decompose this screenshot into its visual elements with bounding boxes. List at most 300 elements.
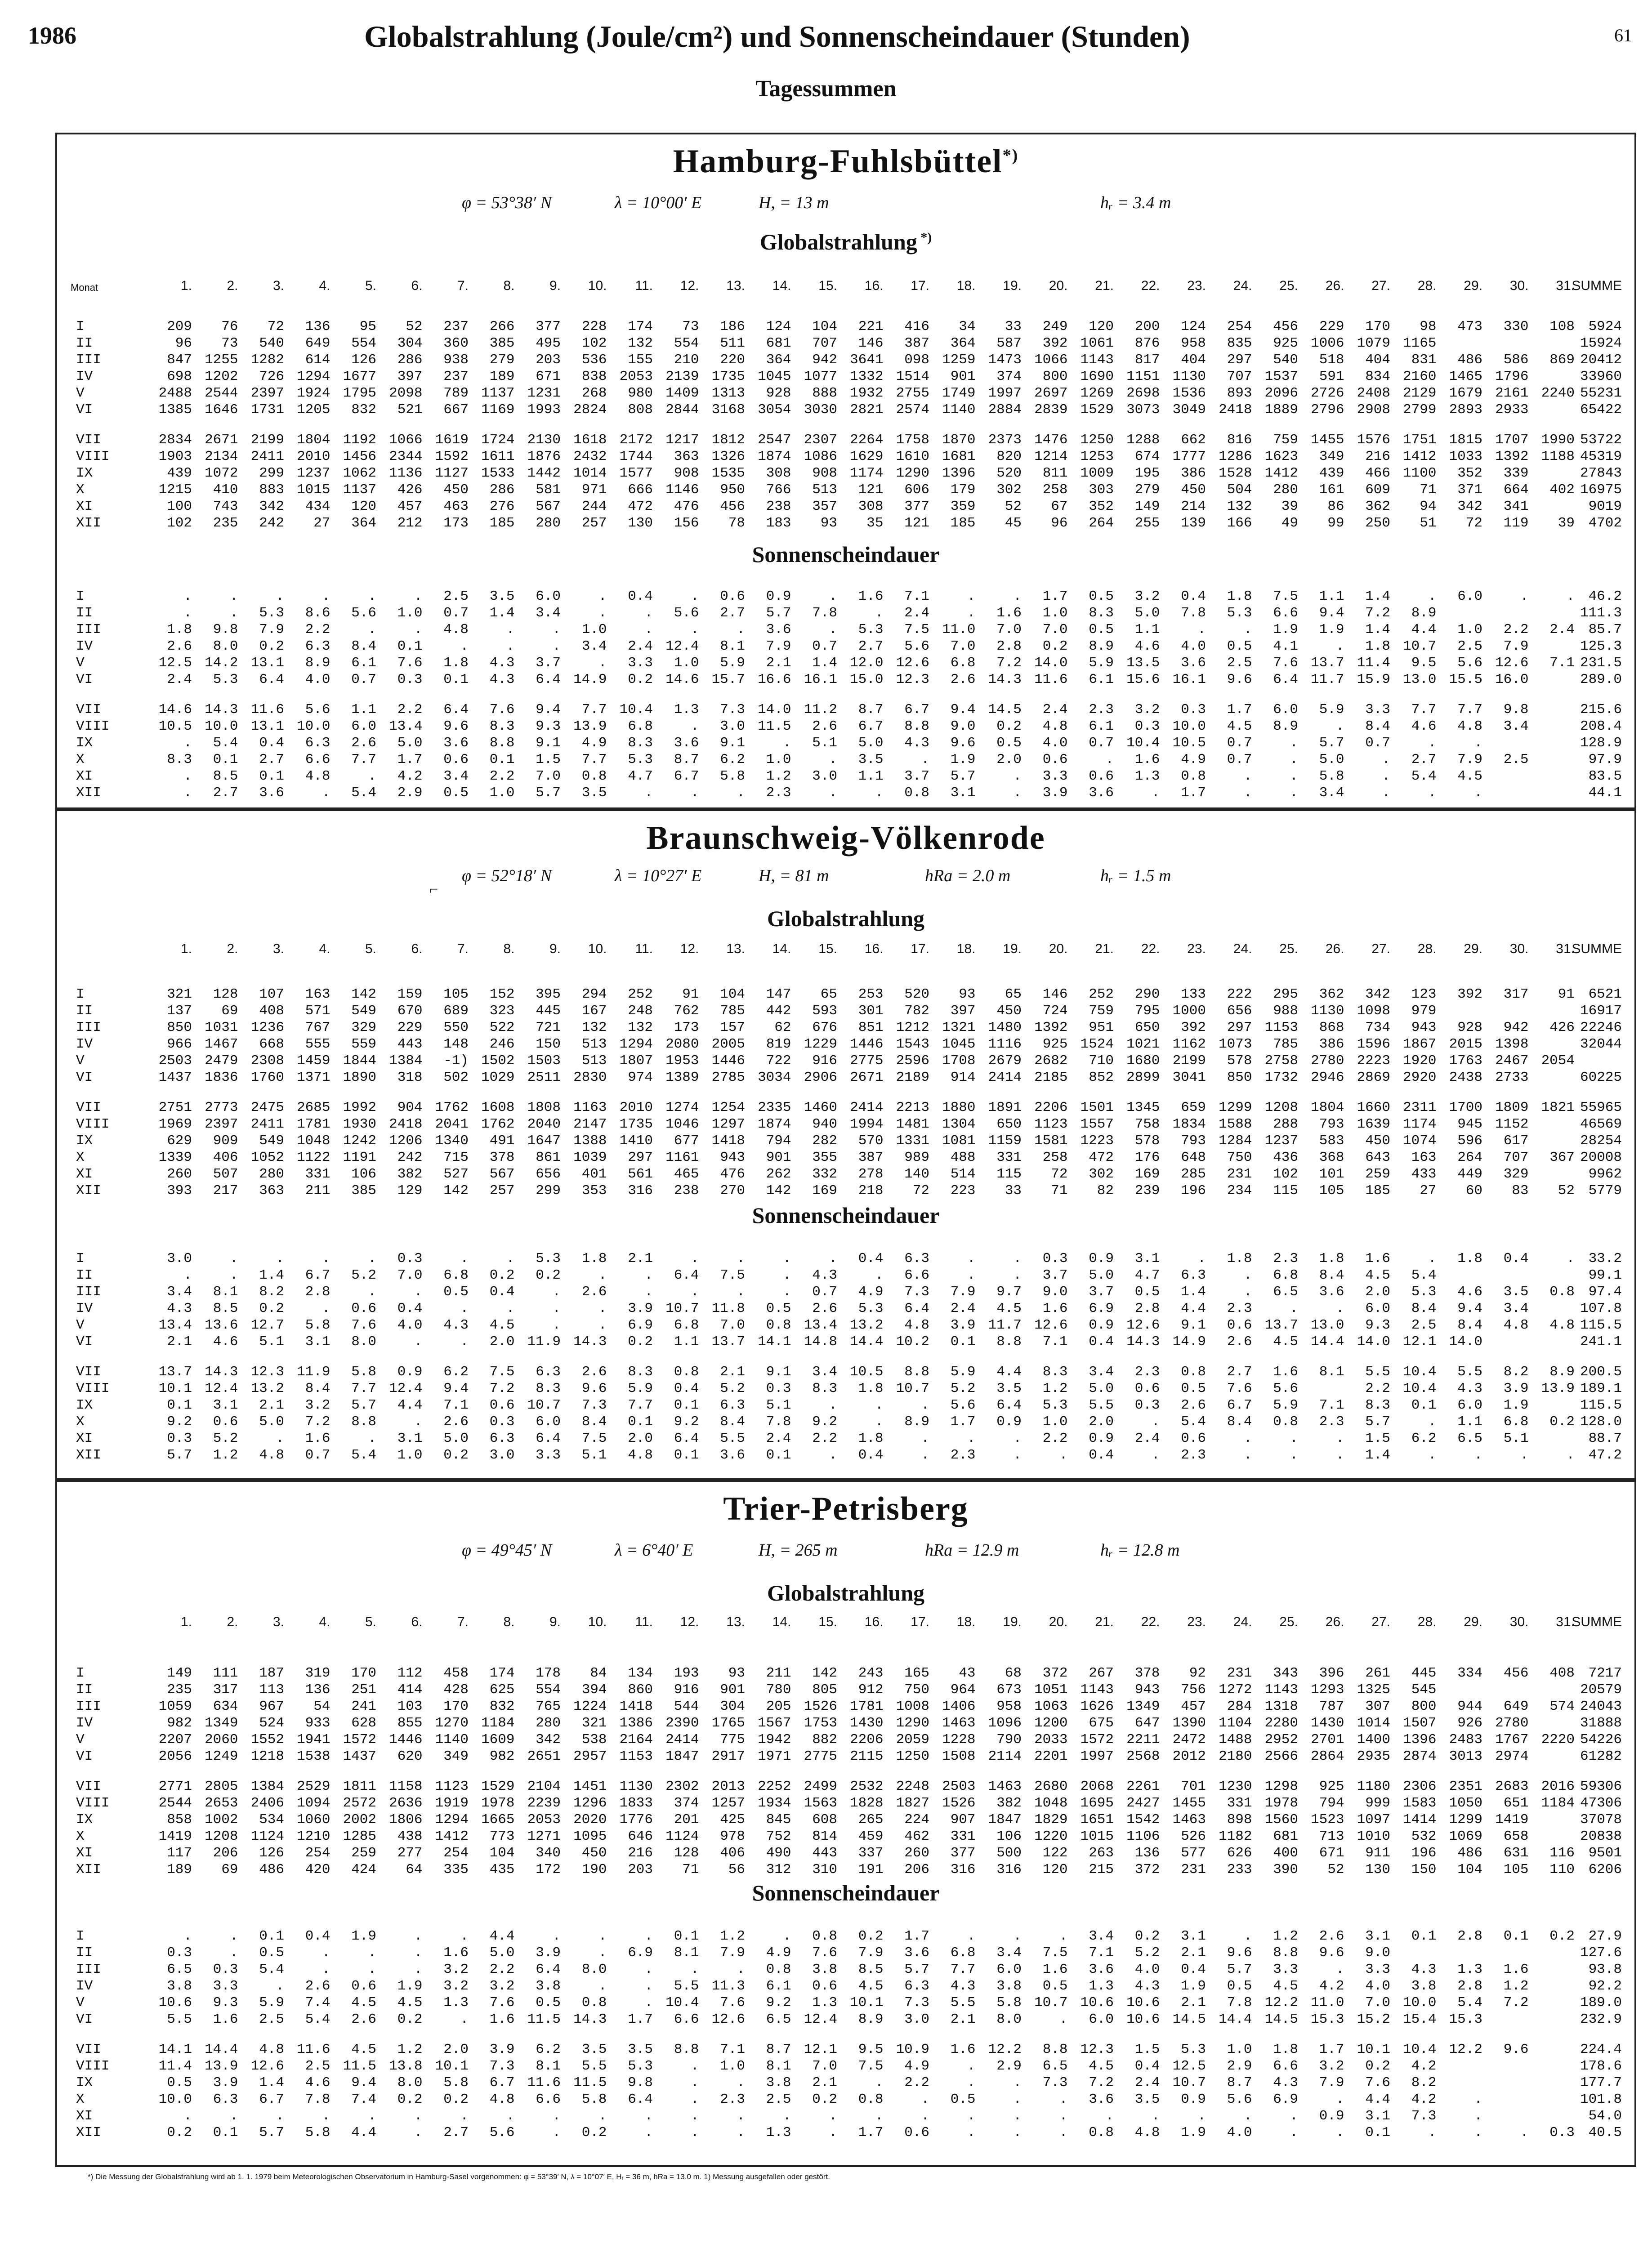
- sunshine-value: .: [875, 1397, 884, 1413]
- sunshine-value: 2.7: [1227, 1364, 1252, 1380]
- sunshine-value: 5.9: [1273, 1397, 1298, 1413]
- sunshine-value: .: [183, 1928, 192, 1944]
- global-radiation-value: 1060: [297, 1812, 330, 1828]
- sunshine-value: 5.6: [1227, 2092, 1252, 2107]
- month-label: I: [76, 1928, 85, 1944]
- global-radiation-value: 277: [397, 1845, 423, 1861]
- global-radiation-value: 402: [1549, 482, 1575, 498]
- global-radiation-value: 257: [581, 515, 607, 531]
- sunshine-value: 2.6: [1227, 1334, 1252, 1350]
- global-radiation-value: 1804: [297, 432, 330, 448]
- sunshine-row: [57, 672, 1634, 688]
- global-radiation-value: 2199: [250, 432, 284, 448]
- global-radiation-value: 2206: [850, 1732, 884, 1748]
- global-radiation-value: 1437: [158, 1070, 192, 1085]
- global-radiation-value: 1162: [1172, 1036, 1206, 1052]
- sunshine-value: 13.4: [389, 718, 423, 734]
- global-radiation-value: 1236: [250, 1020, 284, 1035]
- global-radiation-value: 1282: [250, 352, 284, 368]
- global-radiation-value: 851: [858, 1020, 884, 1035]
- global-radiation-value: 1079: [1357, 335, 1390, 351]
- sunshine-value: 6.4: [443, 702, 469, 718]
- sunshine-value: 14.3: [205, 702, 238, 718]
- global-radiation-row: [57, 1812, 1634, 1828]
- global-radiation-value: 2280: [1264, 1715, 1298, 1731]
- sunshine-value: .: [1290, 752, 1298, 767]
- sunshine-value: 2.4: [628, 638, 653, 654]
- sunshine-value: 2.9: [996, 2058, 1022, 2074]
- sunshine-value: .: [967, 1928, 976, 1944]
- sunshine-value: 15.7: [711, 672, 745, 687]
- sunshine-value: 1.8: [443, 655, 469, 671]
- sunshine-value: 16.6: [758, 672, 791, 687]
- global-radiation-value: 214: [1181, 499, 1206, 514]
- sunshine-value: 0.7: [305, 1447, 330, 1463]
- global-radiation-value: 458: [443, 1665, 469, 1681]
- global-radiation-value: 106: [996, 1829, 1022, 1844]
- sunshine-value: 7.2: [1503, 1995, 1529, 2011]
- global-radiation-value: 352: [1457, 465, 1482, 481]
- sunshine-value: 3.0: [167, 1251, 192, 1267]
- sunshine-value: 3.4: [1319, 785, 1344, 801]
- sunshine-value: 2.3: [766, 785, 791, 801]
- global-radiation-value: 386: [1319, 1036, 1344, 1052]
- global-radiation-value: 1130: [1311, 1003, 1344, 1019]
- global-radiation-value: 1410: [619, 1133, 653, 1149]
- global-radiation-value: 513: [812, 482, 837, 498]
- sunshine-value: 3.2: [305, 1397, 330, 1413]
- global-radiation-value: 342: [1457, 499, 1482, 514]
- global-radiation-value: 1430: [1311, 1715, 1344, 1731]
- global-radiation-value: 647: [1134, 1715, 1160, 1731]
- global-radiation-value: 408: [1549, 1665, 1575, 1681]
- sunshine-value: 4.6: [1411, 718, 1437, 734]
- sunshine-value: 4.7: [1134, 1267, 1160, 1283]
- global-radiation-value: 120: [1089, 319, 1114, 335]
- global-radiation-value: 785: [1273, 1036, 1298, 1052]
- sunshine-value: .: [1290, 785, 1298, 801]
- global-radiation-value: 1296: [573, 1795, 607, 1811]
- global-radiation-value: 1048: [1034, 1795, 1068, 1811]
- sunshine-value: 6.8: [628, 718, 653, 734]
- sunshine-value: 10.7: [1403, 638, 1437, 654]
- global-radiation-value: 367: [1549, 1150, 1575, 1165]
- global-radiation-value: 819: [766, 1036, 791, 1052]
- sunshine-value: .: [1013, 1928, 1022, 1944]
- sunshine-value: 44.1: [1588, 785, 1622, 801]
- global-radiation-value: 1250: [896, 1748, 929, 1764]
- sunshine-value: 0.1: [167, 1397, 192, 1413]
- sunshine-value: 2.3: [950, 1447, 976, 1463]
- sunshine-value: 1.0: [1227, 2042, 1252, 2057]
- global-radiation-value: 1062: [343, 465, 376, 481]
- sunshine-value: 7.6: [812, 1945, 837, 1961]
- sunshine-value: 8.3: [167, 752, 192, 767]
- global-radiation-value: 1707: [1495, 432, 1529, 448]
- month-label: IX: [76, 735, 93, 751]
- global-radiation-value: 390: [1273, 1862, 1298, 1878]
- sunshine-value: 0.3: [766, 1381, 791, 1396]
- global-radiation-value: 39: [1558, 515, 1575, 531]
- sunshine-row: [57, 752, 1634, 768]
- global-radiation-value: 167: [581, 1003, 607, 1019]
- global-radiation-value: 1529: [481, 1779, 515, 1794]
- global-radiation-value: 1371: [297, 1070, 330, 1085]
- sunshine-value: 0.6: [351, 1978, 376, 1994]
- sunshine-value: 7.0: [397, 1267, 423, 1283]
- global-radiation-value: 5924: [1588, 319, 1622, 335]
- sunshine-value: 0.9: [1181, 2092, 1206, 2107]
- global-radiation-value: 363: [674, 449, 699, 464]
- global-radiation-value: 426: [397, 482, 423, 498]
- sunshine-value: 6.5: [1457, 1431, 1482, 1446]
- global-radiation-value: 766: [766, 482, 791, 498]
- global-radiation-value: 780: [766, 1682, 791, 1698]
- month-label: I: [76, 319, 85, 335]
- global-radiation-value: 1651: [1080, 1812, 1114, 1828]
- global-radiation-value: 940: [812, 1116, 837, 1132]
- sunshine-value: 1.7: [1227, 702, 1252, 718]
- global-radiation-value: 1459: [297, 1053, 330, 1069]
- global-radiation-value: 163: [305, 986, 330, 1002]
- sunshine-value: 2.2: [397, 702, 423, 718]
- sunshine-value: 9.2: [766, 1995, 791, 2011]
- global-radiation-value: 967: [259, 1699, 284, 1714]
- global-radiation-value: 1098: [1357, 1003, 1390, 1019]
- global-radiation-value: 1529: [1080, 402, 1114, 418]
- global-radiation-value: 943: [1134, 1682, 1160, 1698]
- sunshine-value: 12.3: [1080, 2042, 1114, 2057]
- global-radiation-value: 242: [259, 515, 284, 531]
- sunshine-value: 8.0: [397, 2075, 423, 2091]
- month-label: II: [76, 1682, 93, 1698]
- global-radiation-value: 1563: [804, 1795, 837, 1811]
- global-radiation-value: 393: [167, 1183, 192, 1199]
- global-radiation-value: 78: [728, 515, 745, 531]
- global-radiation-value: 2185: [1034, 1070, 1068, 1085]
- global-radiation-row: [57, 515, 1634, 531]
- global-radiation-value: 235: [213, 515, 238, 531]
- day-header-cell: 27.: [1371, 941, 1390, 956]
- global-radiation-value: 2751: [158, 1100, 192, 1115]
- sunshine-value: .: [1013, 1267, 1022, 1283]
- global-radiation-value: 270: [720, 1183, 745, 1199]
- sunshine-value: .: [598, 1945, 607, 1961]
- global-radiation-value: 439: [1319, 465, 1344, 481]
- global-radiation-value: 410: [213, 482, 238, 498]
- day-header-cell: SUMME: [1572, 278, 1622, 293]
- sunshine-row: [57, 2058, 1634, 2074]
- global-radiation-value: 767: [305, 1020, 330, 1035]
- day-header-cell: 4.: [319, 278, 330, 293]
- sunshine-value: 4.8: [489, 2092, 515, 2107]
- global-radiation-value: 1626: [1080, 1699, 1114, 1714]
- sunshine-value: 1.6: [1365, 1251, 1390, 1267]
- global-radiation-value: 2010: [297, 449, 330, 464]
- global-radiation-value: 1828: [850, 1795, 884, 1811]
- global-radiation-value: 1758: [896, 432, 929, 448]
- sunshine-value: 12.6: [896, 655, 929, 671]
- sunshine-value: 13.6: [205, 1317, 238, 1333]
- sunshine-value: 11.7: [1311, 672, 1344, 687]
- sunshine-value: .: [1243, 1928, 1252, 1944]
- sunshine-value: 9.3: [536, 718, 561, 734]
- sunshine-value: .: [875, 785, 884, 801]
- sunshine-value: 0.2: [397, 2092, 423, 2107]
- sunshine-value: .: [1428, 589, 1437, 604]
- sunshine-value: 7.9: [720, 1945, 745, 1961]
- sunshine-value: 1.0: [1457, 622, 1482, 638]
- sunshine-value: 0.1: [766, 1447, 791, 1463]
- global-radiation-value: 1821: [1541, 1100, 1575, 1115]
- global-radiation-value: 33: [1005, 1183, 1022, 1199]
- sunshine-value: 9.2: [167, 1414, 192, 1430]
- sunshine-value: 0.2: [628, 672, 653, 687]
- global-radiation-value: 789: [443, 385, 469, 401]
- global-radiation-value: 1124: [250, 1829, 284, 1844]
- sunshine-row: [57, 718, 1634, 735]
- page-title: Globalstrahlung (Joule/cm²) und Sonnenscheindauer (Stunden): [364, 19, 1190, 54]
- global-radiation-value: 378: [1134, 1665, 1160, 1681]
- sunshine-value: 7.8: [812, 605, 837, 621]
- global-radiation-value: 2775: [804, 1748, 837, 1764]
- sunshine-value: 5.4: [351, 785, 376, 801]
- month-label: XI: [76, 768, 93, 784]
- sunshine-value: .: [506, 1301, 515, 1316]
- sunshine-value: 0.5: [1227, 1978, 1252, 1994]
- global-radiation-value: 2733: [1495, 1070, 1529, 1085]
- global-radiation-value: 117: [167, 1845, 192, 1861]
- sunshine-value: .: [829, 589, 837, 604]
- global-radiation-value: 178: [536, 1665, 561, 1681]
- global-radiation-value: 1321: [942, 1020, 976, 1035]
- sunshine-value: 9.4: [536, 702, 561, 718]
- global-radiation-value: 397: [397, 369, 423, 384]
- global-radiation-value: 2780: [1311, 1053, 1344, 1069]
- sunshine-value: .: [460, 2108, 469, 2124]
- sunshine-row: [57, 1978, 1634, 1994]
- sunshine-value: 6.3: [305, 638, 330, 654]
- sunshine-value: 1.7: [397, 752, 423, 767]
- sunshine-row: [57, 589, 1634, 605]
- global-radiation-value: 2206: [1034, 1100, 1068, 1115]
- longitude: λ = 10°00′ E: [615, 193, 702, 212]
- global-radiation-value: 84: [590, 1665, 607, 1681]
- global-radiation-value: 104: [812, 319, 837, 335]
- month-label: VIII: [76, 449, 110, 464]
- sunshine-value: 11.4: [158, 2058, 192, 2074]
- global-radiation-value: 1409: [665, 385, 699, 401]
- global-radiation-row: [57, 1116, 1634, 1133]
- sunshine-value: 8.8: [351, 1414, 376, 1430]
- sunshine-value: 0.2: [443, 2092, 469, 2107]
- sunshine-value: 12.0: [850, 655, 884, 671]
- sunshine-value: 14.6: [665, 672, 699, 687]
- sunshine-value: 6.9: [1273, 2092, 1298, 2107]
- sunshine-value: 0.5: [1089, 622, 1114, 638]
- global-radiation-value: 606: [904, 482, 929, 498]
- sunshine-value: 8.3: [1089, 605, 1114, 621]
- global-radiation-value: 1524: [1080, 1036, 1114, 1052]
- global-radiation-value: 288: [1273, 1116, 1298, 1132]
- sunshine-value: .: [552, 2108, 561, 2124]
- sunshine-value: 6.3: [305, 735, 330, 751]
- sunshine-value: .: [967, 605, 976, 621]
- sunshine-value: 6.4: [904, 1301, 929, 1316]
- sunshine-value: .: [1335, 718, 1344, 734]
- day-header-cell: 7.: [457, 941, 469, 956]
- global-radiation-value: 54226: [1580, 1732, 1622, 1748]
- sunshine-value: 1.8: [581, 1251, 607, 1267]
- sunshine-value: 12.6: [1495, 655, 1529, 671]
- sunshine-value: 0.8: [674, 1364, 699, 1380]
- global-radiation-value: 577: [1181, 1845, 1206, 1861]
- global-radiation-value: 1680: [1126, 1053, 1160, 1069]
- global-radiation-value: 183: [766, 515, 791, 531]
- global-radiation-value: 340: [536, 1845, 561, 1861]
- global-radiation-value: 321: [167, 986, 192, 1002]
- sunshine-value: 10.7: [665, 1301, 699, 1316]
- global-radiation-value: 1077: [804, 369, 837, 384]
- page-subtitle: Tagessummen: [755, 76, 897, 102]
- global-radiation-value: 1934: [758, 1795, 791, 1811]
- global-radiation-value: 15924: [1580, 335, 1622, 351]
- day-header-cell: 6.: [411, 941, 423, 956]
- sunshine-value: 2.3: [1319, 1414, 1344, 1430]
- global-radiation-value: 958: [996, 1699, 1022, 1714]
- sunshine-value: 1.6: [305, 1431, 330, 1446]
- sunshine-value: 9.6: [1319, 1945, 1344, 1961]
- global-radiation-value: 666: [628, 482, 653, 498]
- sunshine-value: 7.6: [1227, 1381, 1252, 1396]
- sunshine-value: 8.0: [996, 2012, 1022, 2027]
- global-radiation-value: 233: [1227, 1862, 1252, 1878]
- global-radiation-value: 518: [1319, 352, 1344, 368]
- sunshine-value: .: [1197, 2108, 1206, 2124]
- sunshine-value: 7.3: [581, 1397, 607, 1413]
- global-radiation-value: 9962: [1588, 1166, 1622, 1182]
- sunshine-value: .: [967, 589, 976, 604]
- sunshine-value: .: [967, 2075, 976, 2091]
- day-header-cell: 28.: [1417, 278, 1437, 293]
- sunshine-value: .: [1290, 735, 1298, 751]
- sunshine-value: 5.3: [628, 752, 653, 767]
- global-radiation-value: 1228: [942, 1732, 976, 1748]
- global-radiation-value: 860: [628, 1682, 653, 1698]
- global-radiation-value: 457: [397, 499, 423, 514]
- global-radiation-value: 353: [581, 1183, 607, 1199]
- sunshine-value: 0.4: [1181, 1962, 1206, 1977]
- global-radiation-value: 157: [720, 1020, 745, 1035]
- sunshine-value: 4.5: [397, 1995, 423, 2011]
- sunshine-value: 0.9: [1319, 2108, 1344, 2124]
- sunshine-value: 3.4: [812, 1364, 837, 1380]
- sunshine-value: 14.1: [158, 2042, 192, 2057]
- sunshine-value: 9.2: [674, 1414, 699, 1430]
- global-radiation-value: 102: [581, 335, 607, 351]
- sunshine-value: 12.1: [1403, 1334, 1437, 1350]
- global-radiation-value: 76: [221, 319, 238, 335]
- global-radiation-value: 20412: [1580, 352, 1622, 368]
- global-radiation-value: 1217: [665, 432, 699, 448]
- sunshine-value: .: [368, 1251, 376, 1267]
- sunshine-value: .: [1243, 1431, 1252, 1446]
- sunshine-value: 4.7: [628, 768, 653, 784]
- sunshine-value: 0.3: [1549, 2125, 1575, 2141]
- global-radiation-value: 2115: [850, 1748, 884, 1764]
- sunshine-row: [57, 622, 1634, 638]
- sunshine-value: .: [1013, 2125, 1022, 2141]
- global-radiation-value: 295: [1273, 986, 1298, 1002]
- global-radiation-value: 1297: [711, 1116, 745, 1132]
- global-radiation-value: 71: [682, 1862, 699, 1878]
- sunshine-value: .: [414, 2125, 423, 2141]
- global-radiation-value: 450: [996, 1003, 1022, 1019]
- day-header-cell: 29.: [1464, 941, 1482, 956]
- global-radiation-value: 34: [959, 319, 976, 335]
- sunshine-value: 8.9: [1411, 605, 1437, 621]
- global-radiation-value: 1257: [711, 1795, 745, 1811]
- sunshine-value: 3.8: [1411, 1978, 1437, 1994]
- global-radiation-value: 893: [1227, 385, 1252, 401]
- sunshine-value: 4.5: [351, 1995, 376, 2011]
- global-radiation-value: 257: [489, 1183, 515, 1199]
- global-radiation-value: 2060: [205, 1732, 238, 1748]
- global-radiation-value: 27: [313, 515, 330, 531]
- global-radiation-value: 752: [766, 1829, 791, 1844]
- global-radiation-value: 392: [1457, 986, 1482, 1002]
- global-radiation-value: 3030: [804, 402, 837, 418]
- global-radiation-value: 439: [167, 465, 192, 481]
- sunshine-value: 7.4: [305, 1995, 330, 2011]
- global-radiation-value: 1451: [573, 1779, 607, 1794]
- sunshine-value: 1.2: [1503, 1978, 1529, 1994]
- sunshine-value: .: [1243, 768, 1252, 784]
- global-radiation-value: 255: [1134, 515, 1160, 531]
- global-radiation-value: 330: [1503, 319, 1529, 335]
- global-radiation-value: 883: [259, 482, 284, 498]
- global-radiation-value: 2098: [389, 385, 423, 401]
- global-radiation-value: 1889: [1264, 402, 1298, 418]
- sunshine-value: .: [1243, 2108, 1252, 2124]
- month-label: VI: [76, 402, 93, 418]
- global-radiation-value: 103: [397, 1699, 423, 1714]
- global-radiation-value: 395: [536, 986, 561, 1002]
- global-radiation-row: [57, 1862, 1634, 1878]
- global-radiation-value: 707: [812, 335, 837, 351]
- station-name: [57, 143, 1634, 181]
- sunshine-value: 0.2: [443, 1447, 469, 1463]
- sunshine-value: 3.6: [259, 785, 284, 801]
- sunshine-value: 1.8: [1457, 1251, 1482, 1267]
- sunshine-value: .: [1059, 1928, 1068, 1944]
- sunshine-value: 5.4: [1457, 1995, 1482, 2011]
- sunshine-value: .: [1151, 2108, 1160, 2124]
- global-radiation-value: 43: [959, 1665, 976, 1681]
- global-radiation-value: 1994: [850, 1116, 884, 1132]
- sunshine-value: 11.0: [942, 622, 976, 638]
- global-radiation-value: 100: [167, 499, 192, 514]
- sunshine-value: 6.8: [443, 1267, 469, 1283]
- day-header-cell: 28.: [1417, 941, 1437, 956]
- sunshine-value: 0.4: [1503, 1251, 1529, 1267]
- day-header-cell: 18.: [956, 1615, 976, 1629]
- sunshine-value: 2.3: [1134, 1364, 1160, 1380]
- sunshine-value: .: [1290, 1301, 1298, 1316]
- sunshine-value: .: [1013, 1251, 1022, 1267]
- global-radiation-value: 1806: [389, 1812, 423, 1828]
- sunshine-value: 0.1: [397, 638, 423, 654]
